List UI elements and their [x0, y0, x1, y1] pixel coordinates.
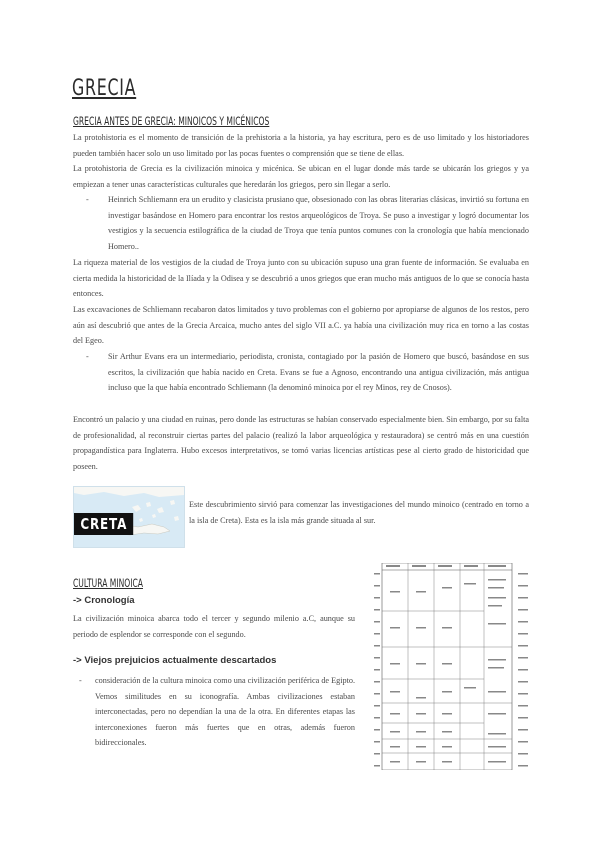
crete-map-image	[73, 486, 185, 548]
bullet-evans	[86, 349, 529, 396]
paragraph-riqueza-troya: La riqueza material de los vestigios de la ciudad de Troya junto con su ubicación supuso una gran fuente de información. Se evaluaba en cierta medida la historicidad de la Ilíada y la Odisea y se descubrió a unos griegos que eran mucho más antiguos de lo que se conocía hasta entonces.	[73, 258, 529, 299]
paragraph-excavaciones: Las excavaciones de Schliemann recabaron datos limitados y tuvo problemas con el gobierno por apropiarse de algunos de los restos, pero aún así descubrió que antes de la Grecia Arcaica, mucho antes del siglo VII a.C. ya había una civilización muy rica en torno a las costas del Egeo.	[73, 305, 529, 346]
bullet-egipto	[79, 673, 355, 751]
chronology-table-image	[372, 563, 532, 770]
page-title: GRECIA	[72, 76, 137, 101]
map-label-creta: CRETA	[74, 513, 134, 535]
section-heading-cultura-minoica: CULTURA MINOICA	[73, 576, 143, 590]
paragraph-cronologia: La civilización minoica abarca todo el tercer y segundo milenio a.C, aunque su periodo de esplendor se corresponde con el segundo.	[73, 614, 355, 639]
bullet-dash: -	[86, 352, 89, 361]
bullet-schliemann	[86, 192, 529, 254]
bullet-evans-text: Sir Arthur Evans era un intermediario, periodista, cronista, contagiado por la pasión de Homero que buscó, basándose en sus escritos, la civilización que había nacido en Creta. Evans se fue a Agnoso, encontrando una antigua civilización, más antigua incluso que la que había encontrado Schliemann (la denominó minoica por el rey Minos, rey de Cnosos).	[108, 352, 529, 393]
map-caption: Este descubrimiento sirvió para comenzar las investigaciones del mundo minoico (centrado en torno a la isla de Creta). Esta es la isla más grande situada al sur.	[189, 500, 529, 525]
bullet-dash: -	[79, 676, 82, 685]
bullet-schliemann-text: Heinrich Schliemann era un erudito y clasicista prusiano que, obsesionado con las obras literarias clásicas, invirtió su fortuna en investigar basándose en Homero para encontrar los restos arqueológicos de Troya. Se puso a investigar y logró documentar los vestigios y la secuencia estilográfica de la ciudad de Troya que tenía puntos comunes con la cronología que había mencionado Homero..	[108, 195, 529, 251]
paragraph-palacio: Encontró un palacio y una ciudad en ruinas, pero donde las estructuras se habían conservado especialmente bien. Sin embargo, por su falta de profesionalidad, al reconstruir ciertas partes del palacio (realizó la labor arqueológica y restauradora) se centró más en una cuestión propagandística para Inglaterra. Hubo excesos interpretativos, se tomó varias licencias artísticas pese al cierto grado de historicidad que poseen.	[73, 415, 529, 471]
bullet-egipto-text: consideración de la cultura minoica como una civilización periférica de Egipto. Vemos similitudes en su iconografía. Ambas civilizaciones estaban interconectadas, pero no dependían la una de la otra. En diferentes etapas las interconexiones fueron más fuertes que en otras, además fueron bidireccionales.	[95, 676, 355, 748]
chronology-table-graphic	[372, 563, 532, 770]
section-heading-grecia-antes: GRECIA ANTES DE GRECIA: MINOICOS Y MICÉNICOS	[73, 114, 270, 128]
bullet-dash: -	[86, 195, 89, 204]
subheading-cronologia: -> Cronología	[73, 595, 135, 606]
paragraph-protohistoria: La protohistoria es el momento de transición de la prehistoria a la historia, ya hay escritura, pero es de uso limitado y los historiadores pueden también hacer solo un uso limitado por las pocas fuentes o comprensión que se tiene de ellas.	[73, 133, 529, 158]
paragraph-protohistoria-grecia: La protohistoria de Grecia es la civilización minoica y micénica. Se ubican en el lugar donde más tarde se ubicarán los griegos y ya empiezan a tener unas características culturales que heredarán los griegos, pero sin llegar a serlo.	[73, 164, 529, 189]
subheading-viejos-prejuicios: -> Viejos prejuicios actualmente descartados	[73, 655, 277, 666]
